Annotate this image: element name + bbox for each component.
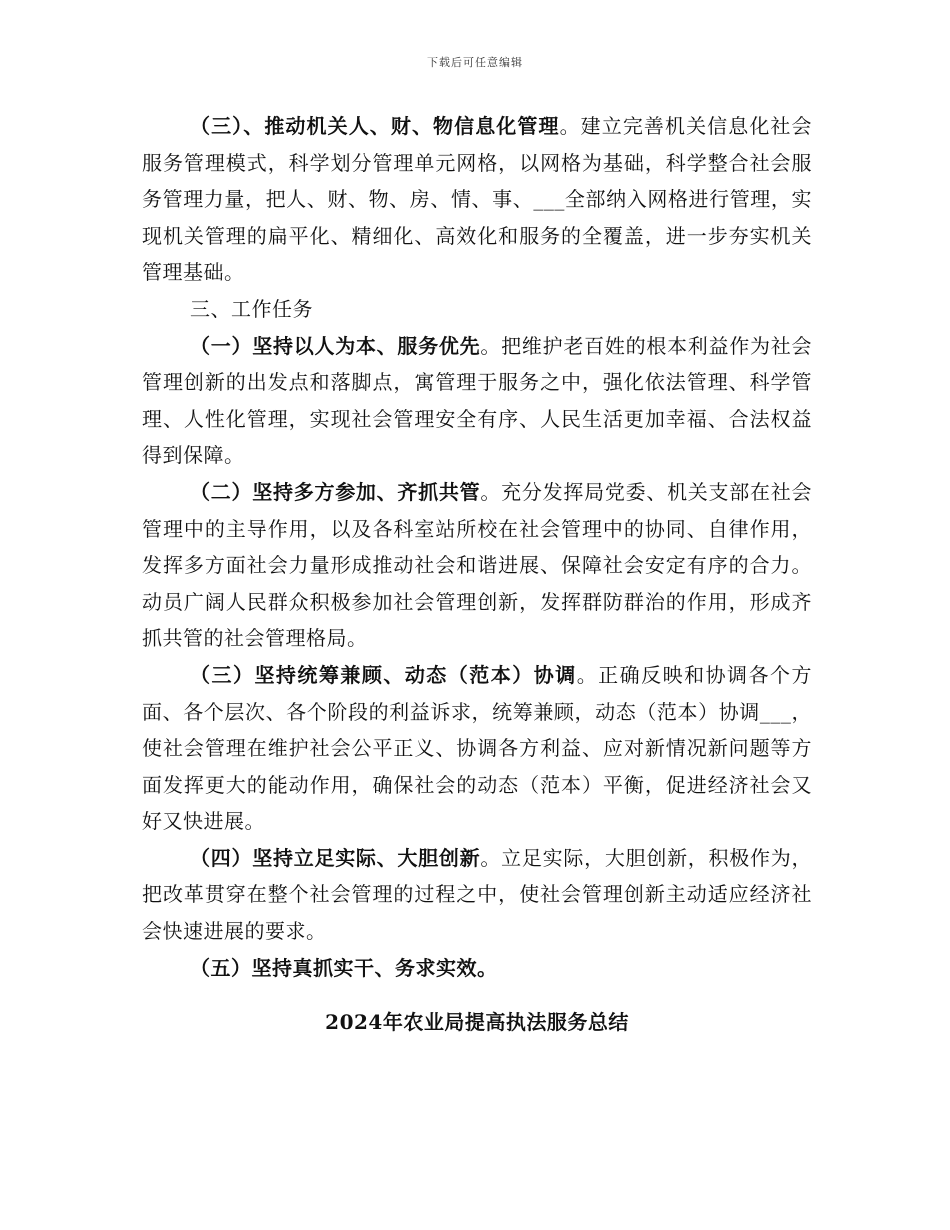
- paragraph-multi-party: [142, 474, 812, 657]
- paragraph-people-first: [142, 328, 812, 474]
- paragraph-heading: （三）坚持统筹兼顾、动态（范本）协调: [190, 662, 577, 687]
- paragraph-heading: （二）坚持多方参加、齐抓共管: [190, 479, 481, 504]
- paragraph-heading: （四）坚持立足实际、大胆创新: [190, 845, 481, 870]
- paragraph-innovation: [142, 840, 812, 950]
- paragraph-text: 。建立完善机关信息化社会服务管理模式，科学划分管理单元网格，以网格为基础，科学整合社会服务管理力量，把人、财、物、房、情、事、___全部纳入网格进行管理，实现机关管理的扁平化、精细化、高效化和服务的全覆盖，进一步夯实机关管理基础。: [142, 114, 813, 285]
- page-header: 下载后可任意编辑: [427, 56, 523, 69]
- paragraph-heading: （五）坚持真抓实干、务求实效。: [190, 955, 498, 980]
- document-body: [142, 108, 812, 1040]
- paragraph-text: 。立足实际，大胆创新，积极作为，把改革贯穿在整个社会管理的过程之中，使社会管理创新主动适应经济社会快速进展的要求。: [142, 845, 813, 944]
- paragraph-informatization: [142, 108, 812, 291]
- paragraph-coordination: [142, 657, 812, 840]
- document-title: 2024年农业局提高执法服务总结: [325, 1010, 629, 1035]
- paragraph-practical-work: [142, 950, 812, 987]
- paragraph-heading: （一）坚持以人为本、服务优先: [190, 333, 481, 358]
- paragraph-text: 。正确反映和协调各个方面、各个层次、各个阶段的利益诉求，统筹兼顾，动态（范本）协调___，使社会管理在维护社会公平正义、协调各方利益、应对新情况新问题等方面发挥更大的能动作用，确保社会的动态（范本）平衡，促进经济社会又好又快进展。: [142, 662, 813, 834]
- paragraph-text: 。把维护老百姓的根本利益作为社会管理创新的出发点和落脚点，寓管理于服务之中，强化依法管理、科学管理、人性化管理，实现社会管理安全有序、人民生活更加幸福、合法权益得到保障。: [142, 333, 813, 468]
- section-heading-work-tasks: [142, 291, 812, 328]
- paragraph-heading: （三）、推动机关人、财、物信息化管理: [190, 114, 560, 138]
- paragraph-text: 。充分发挥局党委、机关支部在社会管理中的主导作用，以及各科室站所校在社会管理中的协同、自律作用，发挥多方面社会力量形成推动社会和谐进展、保障社会安定有序的合力。动员广阔人民群众积极参加社会管理创新，发挥群防群治的作用，形成齐抓共管的社会管理格局。: [142, 479, 813, 651]
- paragraph-text: 三、工作任务: [190, 296, 313, 321]
